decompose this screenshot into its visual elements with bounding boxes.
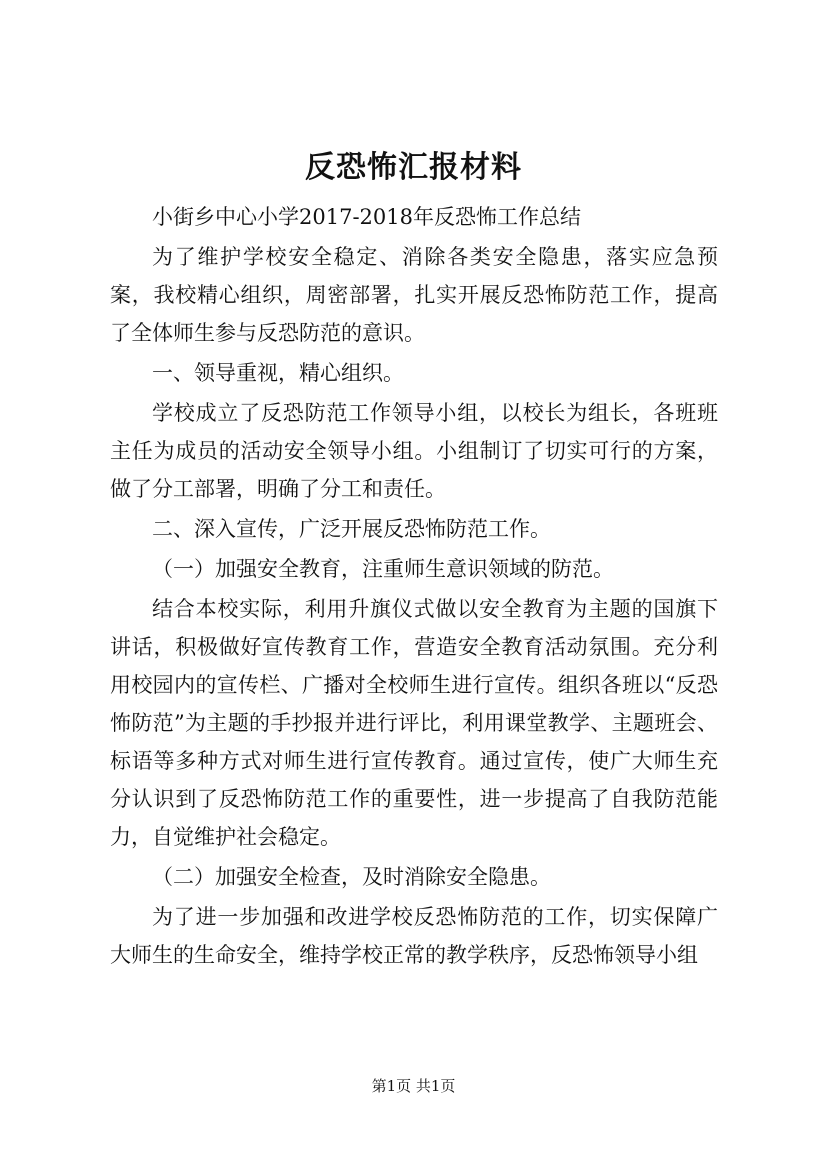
document-body bbox=[110, 198, 718, 976]
paragraph: 结合本校实际，利用升旗仪式做以安全教育为主题的国旗下讲话，积极做好宣传教育工作，营造安全教育活动氛围。充分利用校园内的宣传栏、广播对全校师生进行宣传。组织各班以“反恐怖防范”为主题的手抄报并进行评比，利用课堂教学、主题班会、标语等多种方式对师生进行宣传教育。通过宣传，使广大师生充分认识到了反恐怖防范工作的重要性，进一步提高了自我防范能力，自觉维护社会稳定。 bbox=[110, 597, 718, 849]
subsection-heading: （二）加强安全检查，及时消除安全隐患。 bbox=[152, 865, 551, 889]
subsection-heading: （一）加强安全教育，注重师生意识领域的防范。 bbox=[152, 557, 614, 581]
document-title: 反恐怖汇报材料 bbox=[305, 150, 522, 185]
section-heading: 二、深入宣传，广泛开展反恐怖防范工作。 bbox=[152, 517, 551, 541]
paragraph: 为了进一步加强和改进学校反恐怖防范的工作，切实保障广大师生的生命安全，维持学校正常的教学秩序，反恐怖领导小组 bbox=[110, 905, 718, 967]
section-heading: 一、领导重视，精心组织。 bbox=[152, 361, 404, 385]
page-footer: 第1页 共1页 bbox=[371, 1077, 456, 1095]
paragraph: 学校成立了反恐防范工作领导小组，以校长为组长，各班班主任为成员的活动安全领导小组。小组制订了切实可行的方案，做了分工部署，明确了分工和责任。 bbox=[110, 401, 718, 501]
paragraph: 小街乡中心小学2017-2018年反恐怖工作总结 bbox=[152, 205, 581, 229]
paragraph: 为了维护学校安全稳定、消除各类安全隐患，落实应急预案，我校精心组织，周密部署，扎实开展反恐怖防范工作，提高了全体师生参与反恐防范的意识。 bbox=[110, 245, 718, 345]
